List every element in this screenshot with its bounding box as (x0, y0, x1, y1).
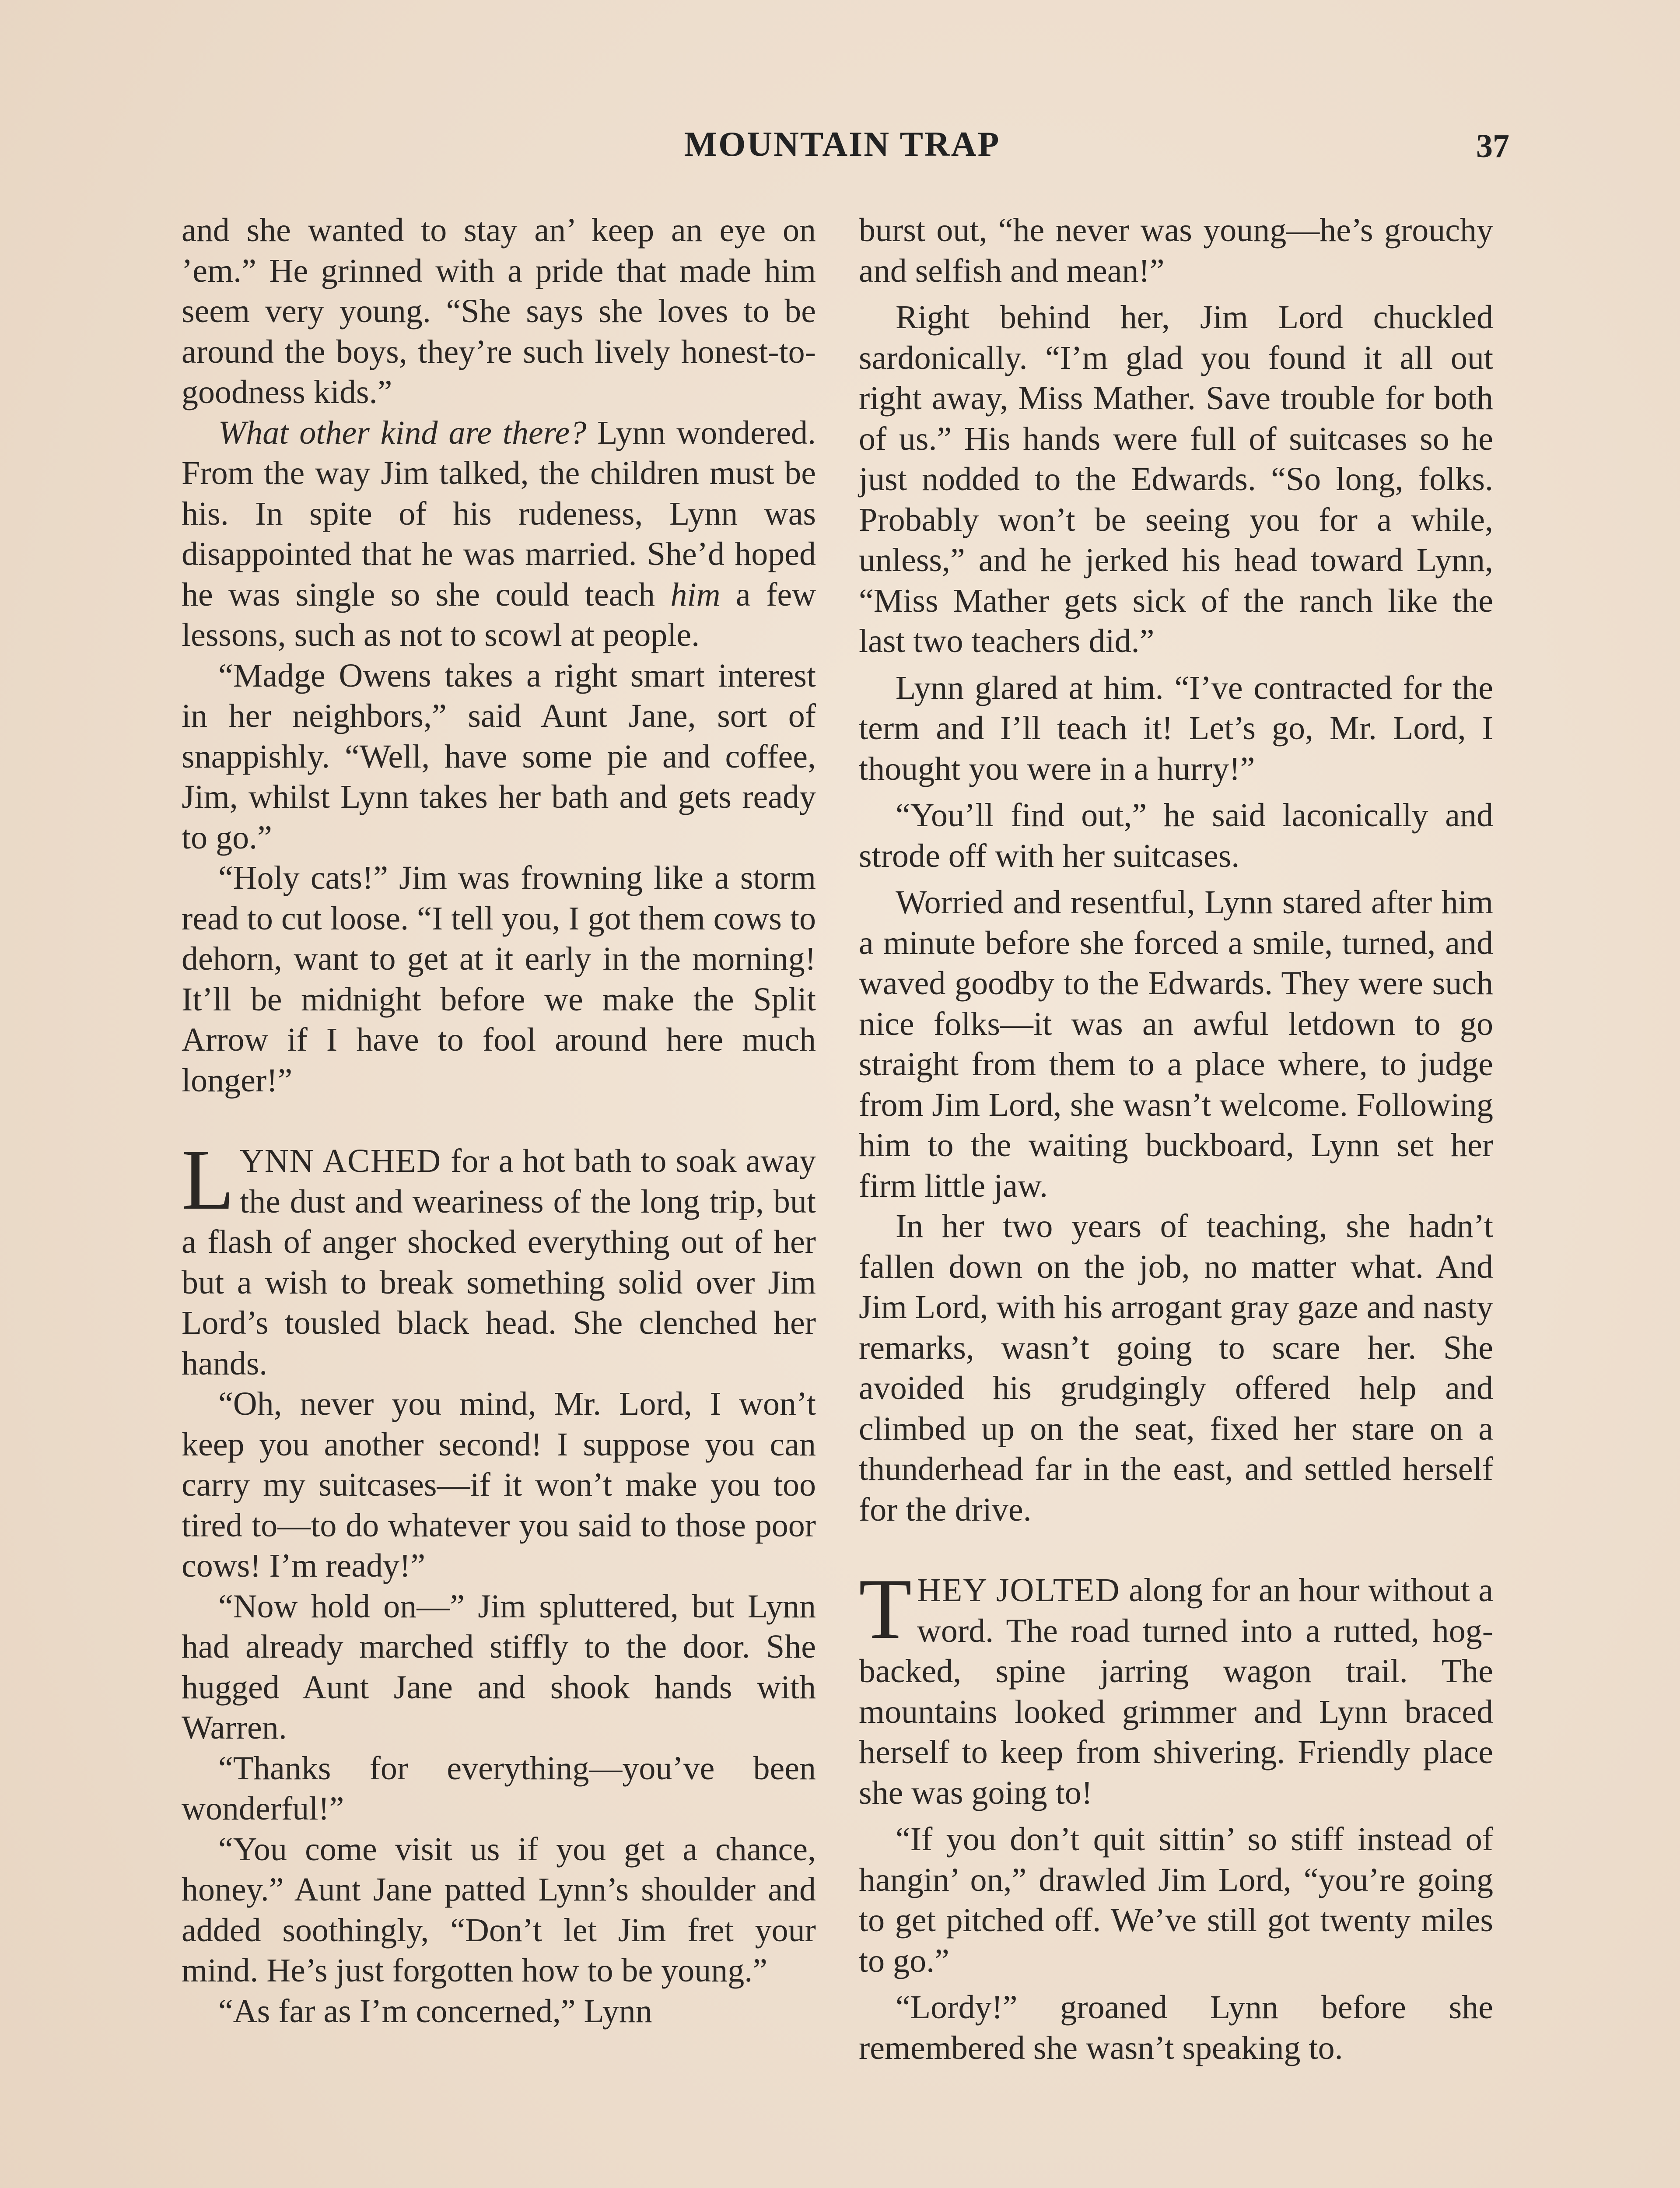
paragraph: Lynn glared at him. “I’ve contracted for the term and I’ll teach it! Let’s go, Mr. Lord, I thought you were in a hurry!” (859, 669, 1493, 787)
italic-text: him (670, 576, 721, 613)
paragraph: “Holy cats!” Jim was frowning like a storm read to cut loose. “I tell you, I got them cows to dehorn, want to get at it early in the morning! It’ll be midnight before we make the Split Arrow if I have to fool around here much longer!” (182, 859, 816, 1099)
drop-cap: T (859, 1561, 912, 1657)
paragraph: “Madge Owens takes a right smart interest in her neighbors,” said Aunt Jane, sort of snappishly. “Well, have some pie and coffee, Jim, whilst Lynn takes her bath and gets ready to go.” (182, 657, 816, 856)
lead-in: YNN ACHED (239, 1143, 442, 1179)
section-start-paragraph: LYNN ACHED for a hot bath to soak away the dust and weariness of the long trip, but a flash of anger shocked everything out of her but a wish to break something solid over Jim Lord’s tousled black head. She clenched her hands. (182, 1132, 816, 1382)
paragraph: and she wanted to stay an’ keep an eye on ’em.” He grinned with a pride that made him seem very young. “She says she loves to be around the boys, they’re such lively honest-to-goodness kids.” (182, 212, 816, 410)
lead-in: HEY JOLTED (917, 1572, 1120, 1609)
section-start-paragraph: THEY JOLTED along for an hour without a word. The road turned into a rutted, hog-backed, spine jarring wagon trail. The mountains looked grimmer and Lynn braced herself to keep from shivering. Friendly place she was going to! (859, 1561, 1494, 1811)
paragraph: What other kind are there? Lynn wondered. From the way Jim talked, the children must be his. In spite of his rudeness, Lynn was disappointed that he was married. She’d hoped he was single so she could teach him a few lessons, such as not to scowl at people. (182, 414, 816, 653)
paragraph: “As far as I’m concerned,” Lynn (218, 1992, 652, 2030)
paragraph: “If you don’t quit sittin’ so stiff instead of hangin’ on,” drawled Jim Lord, “you’re going to get pitched off. We’ve still got twenty miles to go.” (859, 1821, 1493, 1979)
paragraph: In her two years of teaching, she hadn’t fallen down on the job, no matter what. And Jim Lord, with his arrogant gray gaze and nasty remarks, wasn’t going to scare her. She avoided his grudgingly offered help and climbed up on the seat, fixed her stare on a thunderhead far in the east, and settled herself for the drive. (859, 1208, 1493, 1528)
paragraph: “You’ll find out,” he said laconically and strode off with her suitcases. (859, 797, 1493, 874)
page-number: 37 (1476, 128, 1509, 165)
paragraph: burst out, “he never was young—he’s grouchy and selfish and mean!” (859, 212, 1493, 289)
paragraph: “Thanks for everything—you’ve been wonderful!” (182, 1750, 816, 1827)
drop-cap: L (182, 1132, 234, 1227)
paragraph: “You come visit us if you get a chance, honey.” Aunt Jane patted Lynn’s shoulder and added soothingly, “Don’t let Jim fret your mind. He’s just forgotten how to be young.” (182, 1830, 816, 1989)
paragraph: Right behind her, Jim Lord chuckled sardonically. “I’m glad you found it all out right away, Miss Mather. Save trouble for both of us.” His hands were full of suitcases so he just nodded to the Edwards. “So long, folks. Probably won’t be seeing you for a while, unless,” and he jerked his head toward Lynn, “Miss Mather gets sick of the ranch like the last two teachers did.” (859, 299, 1493, 659)
paragraph: Worried and resentful, Lynn stared after him a minute before she forced a smile, turned, and waved goodby to the Edwards. They were such nice folks—it was an awful letdown to go straight from them to a place where, to judge from Jim Lord, she wasn’t welcome. Following him to the waiting buckboard, Lynn set her firm little jaw. (859, 884, 1493, 1204)
right-column (859, 210, 1493, 2068)
page-header (175, 125, 1509, 173)
paragraph: “Oh, never you mind, Mr. Lord, I won’t keep you another second! I suppose you can carry my suitcases—if it won’t make you too tired to—to do whatever you said to those poor cows! I’m ready!” (182, 1385, 816, 1584)
italic-text: What other kind are there? (218, 414, 587, 451)
paragraph: “Now hold on—” Jim spluttered, but Lynn had already marched stiffly to the door. She hugged Aunt Jane and shook hands with Warren. (182, 1588, 816, 1746)
left-column (182, 210, 816, 2031)
paragraph: “Lordy!” groaned Lynn before she remembered she wasn’t speaking to. (859, 1989, 1493, 2066)
running-title: MOUNTAIN TRAP (684, 125, 1001, 164)
